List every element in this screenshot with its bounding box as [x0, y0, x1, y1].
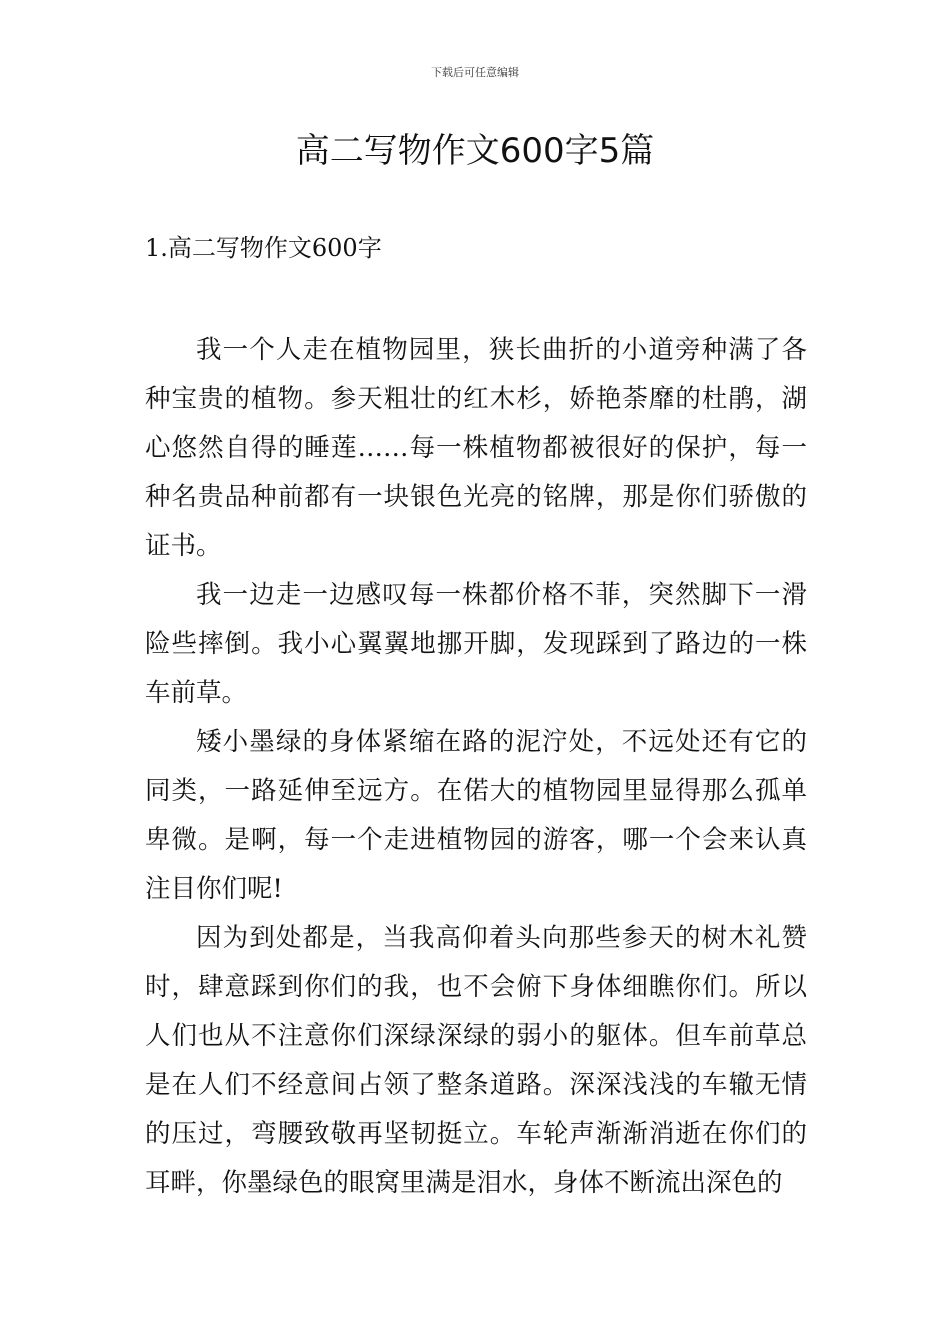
section-heading: 1.高二写物作文600字: [145, 234, 382, 262]
paragraph-2: 我一边走一边感叹每一株都价格不菲，突然脚下一滑险些摔倒。我小心翼翼地挪开脚，发现踩到了路边的一株车前草。: [145, 580, 807, 708]
paragraph-3: 矮小墨绿的身体紧缩在路的泥泞处，不远处还有它的同类，一路延伸至远方。在偌大的植物园里显得那么孤单卑微。是啊，每一个走进植物园的游客，哪一个会来认真注目你们呢!: [145, 727, 807, 904]
document-title: 高二写物作文600字5篇: [295, 131, 655, 171]
essay-body: [145, 326, 807, 1208]
paragraph-1: 我一个人走在植物园里，狭长曲折的小道旁种满了各种宝贵的植物。参天粗壮的红木杉，娇艳荼靡的杜鹃，湖心悠然自得的睡莲……每一株植物都被很好的保护，每一种名贵品种前都有一块银色光亮的铭牌，那是你们骄傲的证书。: [145, 335, 807, 561]
header-note: 下载后可任意编辑: [431, 66, 519, 79]
paragraph-4: 因为到处都是，当我高仰着头向那些参天的树木礼赞时，肆意踩到你们的我，也不会俯下身体细瞧你们。所以人们也从不注意你们深绿深绿的弱小的躯体。但车前草总是在人们不经意间占领了整条道路。深深浅浅的车辙无情的压过，弯腰致敬再坚韧挺立。车轮声渐渐消逝在你们的耳畔，你墨绿色的眼窝里满是泪水，身体不断流出深色的: [145, 923, 807, 1198]
